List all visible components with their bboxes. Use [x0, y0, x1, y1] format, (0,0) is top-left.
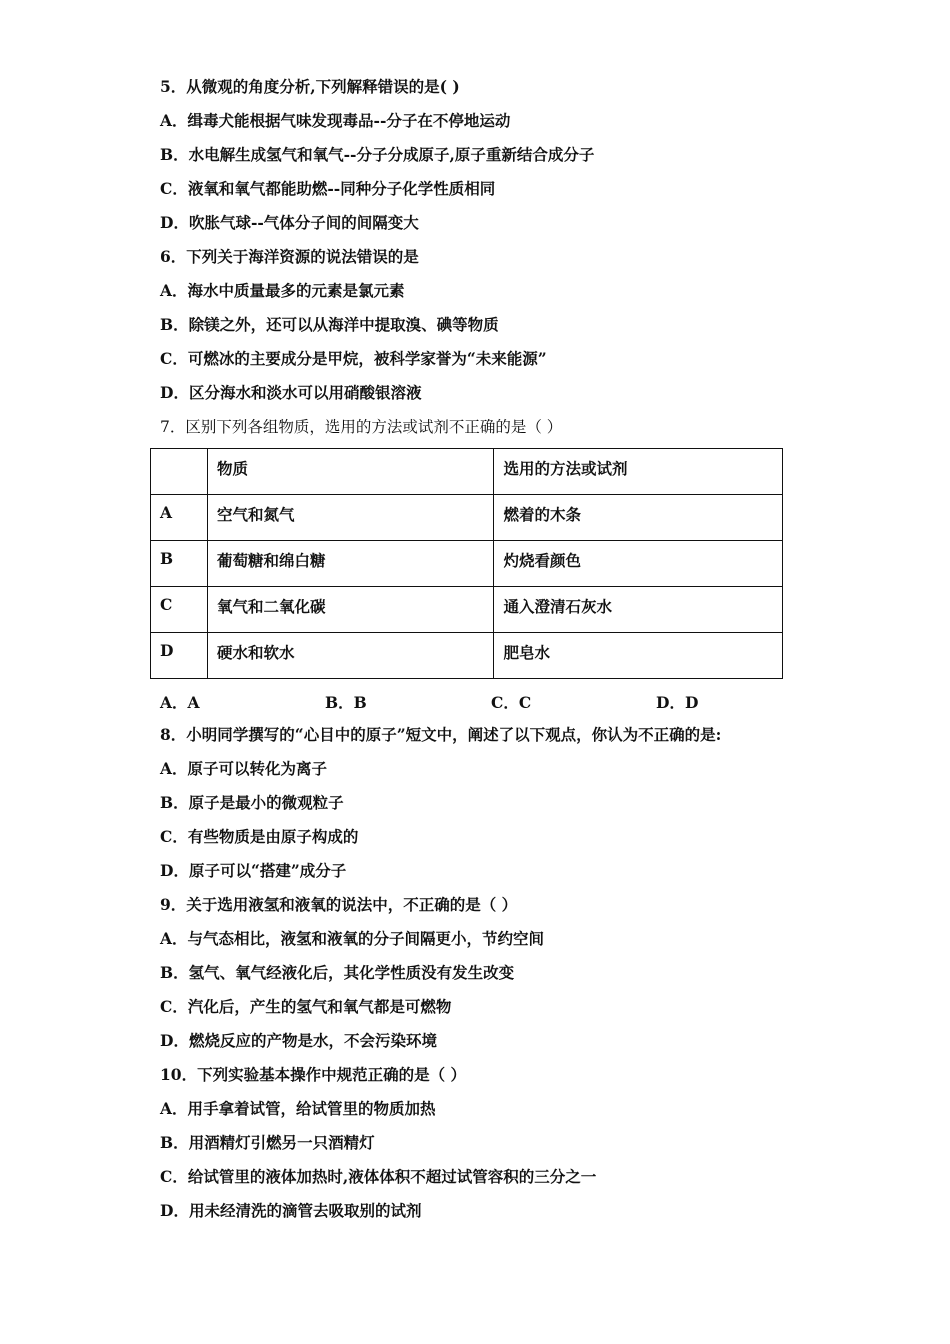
- table-cell: 氧气和二氧化碳: [207, 587, 494, 633]
- q7-stem-line: [160, 417, 562, 437]
- q6-option-a: A．海水中质量最多的元素是氯元素: [160, 281, 405, 300]
- q8-option-b: B．原子是最小的微观粒子: [160, 793, 344, 812]
- table-cell: 灼烧看颜色: [494, 541, 783, 587]
- q7-option-b: B．B: [325, 693, 367, 712]
- table-row: [151, 587, 783, 633]
- table-cell: D: [151, 633, 208, 679]
- table-cell: 燃着的木条: [494, 495, 783, 541]
- q5-option-b: B．水电解生成氢气和氧气--分子分成原子,原子重新结合成分子: [160, 145, 595, 164]
- q6-option-c: C．可燃冰的主要成分是甲烷，被科学家誉为“未来能源”: [160, 349, 547, 368]
- q7-number: 7．: [160, 418, 186, 436]
- q8-option-a: A．原子可以转化为离子: [160, 759, 328, 778]
- q5-option-a: A．缉毒犬能根据气味发现毒品--分子在不停地运动: [160, 111, 511, 130]
- table-row: [151, 495, 783, 541]
- q9-option-b: B．氢气、氧气经液化后，其化学性质没有发生改变: [160, 963, 515, 982]
- table-row: [151, 633, 783, 679]
- table-header-cell: [151, 449, 208, 495]
- table-cell: 葡萄糖和绵白糖: [207, 541, 494, 587]
- table-row: [151, 541, 783, 587]
- q10-option-b: B．用酒精灯引燃另一只酒精灯: [160, 1133, 375, 1152]
- q8-option-c: C．有些物质是由原子构成的: [160, 827, 359, 846]
- q5-option-c: C．液氧和氧气都能助燃--同种分子化学性质相同: [160, 179, 496, 198]
- q9-option-c: C．汽化后，产生的氢气和氧气都是可燃物: [160, 997, 452, 1016]
- table-header-cell: 物质: [207, 449, 494, 495]
- table-header-row: [151, 449, 783, 495]
- table-cell: A: [151, 495, 208, 541]
- q7-stem: 区别下列各组物质，选用的方法或试剂不正确的是（ ）: [185, 418, 563, 436]
- q10-option-c: C．给试管里的液体加热时,液体体积不超过试管容积的三分之一: [160, 1167, 597, 1186]
- q6-option-d: D．区分海水和淡水可以用硝酸银溶液: [160, 383, 422, 402]
- q8-stem: 8．小明同学撰写的“心目中的原子”短文中，阐述了以下观点，你认为不正确的是:: [160, 725, 722, 744]
- q10-option-d: D．用未经清洗的滴管去吸取别的试剂: [160, 1201, 422, 1220]
- table-cell: 硬水和软水: [207, 633, 494, 679]
- q9-stem: 9．关于选用液氢和液氧的说法中，不正确的是（ ）: [160, 895, 518, 914]
- q9-option-d: D．燃烧反应的产物是水，不会污染环境: [160, 1031, 437, 1050]
- q5-stem: 5．从微观的角度分析,下列解释错误的是( ): [160, 77, 460, 96]
- table-cell: B: [151, 541, 208, 587]
- table-cell: 空气和氮气: [207, 495, 494, 541]
- table-cell: 通入澄清石灰水: [494, 587, 783, 633]
- q7-option-d: D．D: [656, 693, 699, 712]
- q7-option-a: A．A: [160, 693, 200, 712]
- q6-stem: 6．下列关于海洋资源的说法错误的是: [160, 247, 419, 266]
- q10-stem: 10．下列实验基本操作中规范正确的是（ ）: [160, 1065, 466, 1084]
- table-header-cell: 选用的方法或试剂: [494, 449, 783, 495]
- table-cell: 肥皂水: [494, 633, 783, 679]
- q9-option-a: A．与气态相比，液氢和液氧的分子间隔更小，节约空间: [160, 929, 545, 948]
- q6-option-b: B．除镁之外，还可以从海洋中提取溴、碘等物质: [160, 315, 499, 334]
- q5-option-d: D．吹胀气球--气体分子间的间隔变大: [160, 213, 419, 232]
- table-cell: C: [151, 587, 208, 633]
- q10-option-a: A．用手拿着试管，给试管里的物质加热: [160, 1099, 436, 1118]
- q8-option-d: D．原子可以“搭建”成分子: [160, 861, 347, 880]
- q7-table: [150, 448, 783, 679]
- q7-option-c: C．C: [491, 693, 532, 712]
